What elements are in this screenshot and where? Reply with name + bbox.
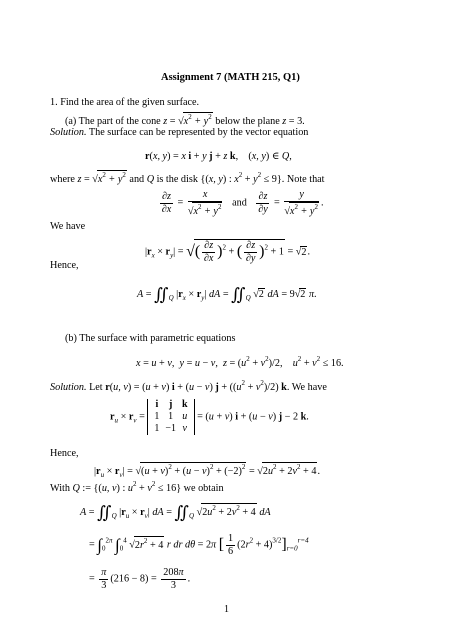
cross-product-determinant: $r_u \times r_v$ = i j k 1 1 u 1 −1 v = (u + v) i + (u − v) j − 2 k. [110, 399, 309, 434]
part-a-solution-intro [50, 127, 308, 140]
solution-text: The surface can be represented by the vector equation [88, 127, 309, 138]
part-b-statement [65, 333, 235, 346]
area-line-1: $A = ∬_Q$ $|r_u \times r_v|$ dA = $∬_Q$ $√2u^2 + 2v^2 + 4$ dA [80, 503, 271, 522]
partial-derivatives: $\frac{\partial z}{\partial x}$ = $\frac{x}{√x^2 + y^2}$ and $\frac{\partial z}{\partial y}$ = $\frac{y}{√x^2 + y^2}$ . [161, 189, 324, 217]
part-a-statement: (a) The part of the cone $z = √x^2 + y^2$ below the plane z = 3. [65, 113, 305, 127]
part-a-label: (a) [65, 116, 77, 127]
with-q-line: With Q := {(u, v) : $u^2 + v^2 \le 16$} we obtain [50, 480, 224, 494]
determinant-matrix: i j k 1 1 u 1 −1 v [147, 399, 194, 435]
cross-norm-b: $|r_u \times r_v| = √(u + v)^2 + (u - v)^2 + (-2)^2 = √2u^2 + 2v^2 + 4$. [94, 463, 320, 479]
solution-label-b: Solution. [50, 382, 87, 393]
page-number: 1 [224, 604, 229, 615]
page-title: Assignment 7 (MATH 215, Q1) [161, 72, 300, 83]
hence-label-a: Hence, [50, 260, 79, 271]
hence-label-b: Hence, [50, 448, 79, 459]
solution-label: Solution. [50, 127, 87, 138]
area-line-2: = $\int_0^{2\pi}$ $\int_0^4$ $√2r^2 + 4$ r dr dθ = 2π [ $\frac{1}{6}$ $(2r^2 + 4)^{3/2}]_{r=0}^{r=4}$ [89, 533, 309, 557]
cross-product-norm: $|r_x \times r_y|$ = √( $\frac{\partial z}{\partial x}$ )$^2$ + ( $\frac{\partial z}{\partial y}$ )$^2$ + 1 = √2. [145, 240, 311, 264]
problem-statement: 1. Find the area of the given surface. [50, 97, 200, 108]
parametric-equations: x = u + v, y = u − v, $z = (u^2 + v^2)/2$, $u^2 + v^2 \le 16$. [136, 355, 344, 369]
part-b-solution-intro: Solution. Let r(u, v) = (u + v) i + (u − v) $j + ((u^2 + v^2)/2)$ k. We have [50, 379, 327, 393]
area-line-3: = $\frac{\pi}{3}$ (216 − 8) = $\frac{208\pi}{3}$ . [89, 567, 191, 591]
area-result-a: $A = ∬_Q$ $|r_x \times r_y|$ dA = $∬_Q$ √2 dA = 9√2 π. [137, 285, 317, 304]
vector-equation: r(x, y) = x i + y j + z k, (x, y) ∈ Q, [145, 151, 292, 162]
we-have-label: We have [50, 221, 86, 232]
where-line: where $z = √x^2 + y^2$ and Q is the disk {(x, y) : $x^2 + y^2 \le 9$}. Note that [50, 171, 325, 185]
part-b-text: The surface with parametric equations [79, 333, 236, 344]
part-b-label: (b) [65, 333, 77, 344]
